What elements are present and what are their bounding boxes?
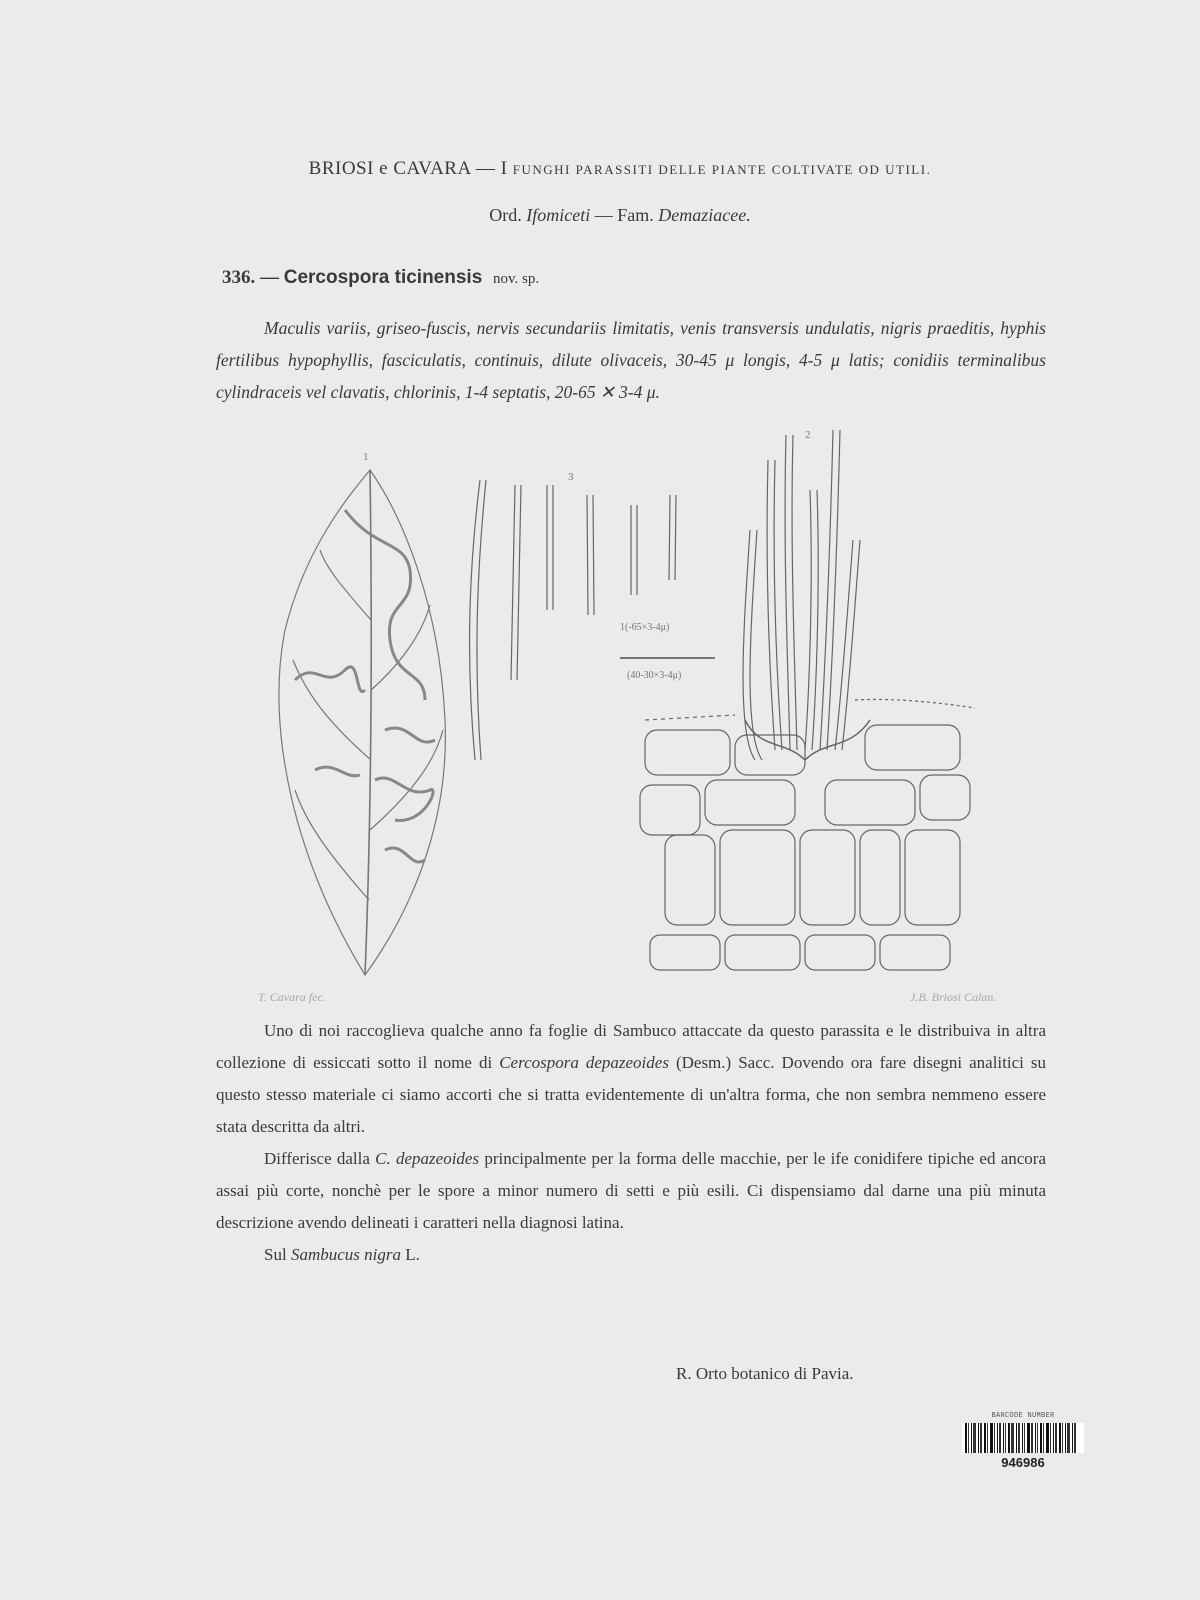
p1-text-a: Uno di noi raccoglieva qualche anno fa foglie di Sambuco attaccate da questo parassita e le distribuiva in altra collezione di essiccati sotto il nome di: [216, 1021, 1046, 1072]
barcode-stripe: [968, 1423, 969, 1453]
barcode-stripe: [965, 1423, 967, 1453]
header-title: FUNGHI PARASSITI DELLE PIANTE COLTIVATE OD UTILI.: [512, 162, 932, 177]
barcode-stripe: [973, 1423, 976, 1453]
scale-label-1: 1(-65×3-4μ): [620, 622, 670, 633]
barcode-stripe: [997, 1423, 998, 1453]
conidia-drawings: [470, 480, 676, 760]
species-name: Cercospora ticinensis: [283, 267, 483, 288]
p3-text-a: Sul: [264, 1245, 291, 1264]
description-text: [216, 1015, 1046, 1271]
order-name: Ifomiceti: [526, 205, 591, 225]
family-label: Fam.: [617, 205, 654, 225]
p2-italic: C. depazeoides: [375, 1149, 480, 1168]
page-header: [220, 158, 1020, 180]
barcode-stripe: [1040, 1423, 1042, 1453]
barcode-stripe: [1050, 1423, 1051, 1453]
illustrator-signature: T. Cavara fec.: [258, 990, 326, 1004]
barcode-stripe: [1053, 1423, 1054, 1453]
scale-label-2: (40-30×3-4μ): [627, 670, 682, 681]
p3-text-b: L.: [400, 1245, 420, 1264]
barcode-stripe: [1035, 1423, 1036, 1453]
barcode-label-block: [958, 1412, 1088, 1470]
barcode-stripe: [1046, 1423, 1049, 1453]
botanical-illustration: [265, 430, 1025, 1010]
barcode-stripe: [1055, 1423, 1057, 1453]
barcode-stripe: [1011, 1423, 1014, 1453]
barcode-stripe: [994, 1423, 995, 1453]
classification-separator: —: [594, 205, 618, 225]
p1-italic: Cercospora depazeoides: [499, 1053, 669, 1072]
barcode-stripe: [1065, 1423, 1066, 1453]
barcode-stripe: [1072, 1423, 1073, 1453]
barcode-stripe: [1016, 1423, 1017, 1453]
barcode-stripe: [1005, 1423, 1006, 1453]
barcode-stripe: [1062, 1423, 1063, 1453]
barcode-stripe: [1027, 1423, 1030, 1453]
lithographer-signature: J.B. Briosi Calan.: [910, 990, 997, 1004]
classification-line: [220, 205, 1020, 226]
barcode-stripe: [999, 1423, 1001, 1453]
figure-label-1: 1: [363, 451, 369, 463]
species-suffix: nov. sp.: [493, 271, 540, 287]
barcode-stripe: [1031, 1423, 1033, 1453]
p3-italic: Sambucus nigra: [290, 1245, 401, 1264]
barcode: [962, 1423, 1084, 1453]
paragraph-2: [216, 1143, 1046, 1239]
barcode-caption: BARCODE NUMBER: [991, 1412, 1055, 1420]
barcode-number: 946986: [1001, 1455, 1045, 1470]
header-authors: BRIOSI e CAVARA — I: [308, 158, 508, 179]
species-heading: [222, 267, 539, 289]
barcode-stripe: [984, 1423, 986, 1453]
barcode-stripe: [1059, 1423, 1061, 1453]
barcode-stripe: [1067, 1423, 1070, 1453]
species-number: 336. —: [222, 267, 279, 288]
barcode-stripe: [971, 1423, 972, 1453]
barcode-stripe: [990, 1423, 993, 1453]
barcode-stripe: [1024, 1423, 1025, 1453]
leaf-drawing: [279, 470, 445, 975]
barcode-stripe: [1018, 1423, 1020, 1453]
barcode-stripe: [1003, 1423, 1004, 1453]
p1-text-b: (Desm.) Sacc. Dovendo ora fare disegni analitici su questo stesso materiale ci siamo accorti che si tratta evidentemente di un'altra forma, che non sembra nemmeno essere stata descritta da altri.: [216, 1053, 1046, 1136]
institution-line: R. Orto botanico di Pavia.: [676, 1364, 854, 1383]
barcode-stripe: [1074, 1423, 1076, 1453]
figure-label-3: 3: [568, 471, 574, 483]
paragraph-3: [216, 1239, 1046, 1271]
barcode-stripe: [1037, 1423, 1038, 1453]
latin-diagnosis: Maculis variis, griseo-fuscis, nervis secundariis limitatis, venis transversis undulatis, nigris praeditis, hyphis fertilibus hypophyllis, fasciculatis, continuis, dilute olivaceis, 30-45 μ longis, 4-5 μ latis; conidiis terminalibus cylindraceis vel clavatis, chlorinis, 1-4 septatis, 20-65 ✕ 3-4 μ.: [216, 318, 1046, 402]
paragraph-1: [216, 1015, 1046, 1143]
family-name: Demaziacee.: [658, 205, 751, 225]
p2-text-a: Differisce dalla: [264, 1149, 376, 1168]
barcode-stripe: [980, 1423, 982, 1453]
order-label: Ord.: [489, 205, 522, 225]
p2-text-b: principalmente per la forma delle macchie, per le ife conidifere tipiche ed ancora assai più corte, nonchè per le spore a minor numero di setti e più esili. Ci dispensiamo dal darne una più minuta descrizione avendo delineati i caratteri nella diagnosi latina.: [216, 1149, 1046, 1232]
hyphae-section: [640, 430, 975, 970]
barcode-stripe: [1043, 1423, 1044, 1453]
barcode-stripe: [987, 1423, 988, 1453]
barcode-stripe: [1008, 1423, 1010, 1453]
barcode-stripe: [978, 1423, 979, 1453]
figure-label-2: 2: [805, 430, 811, 441]
barcode-stripe: [1022, 1423, 1023, 1453]
